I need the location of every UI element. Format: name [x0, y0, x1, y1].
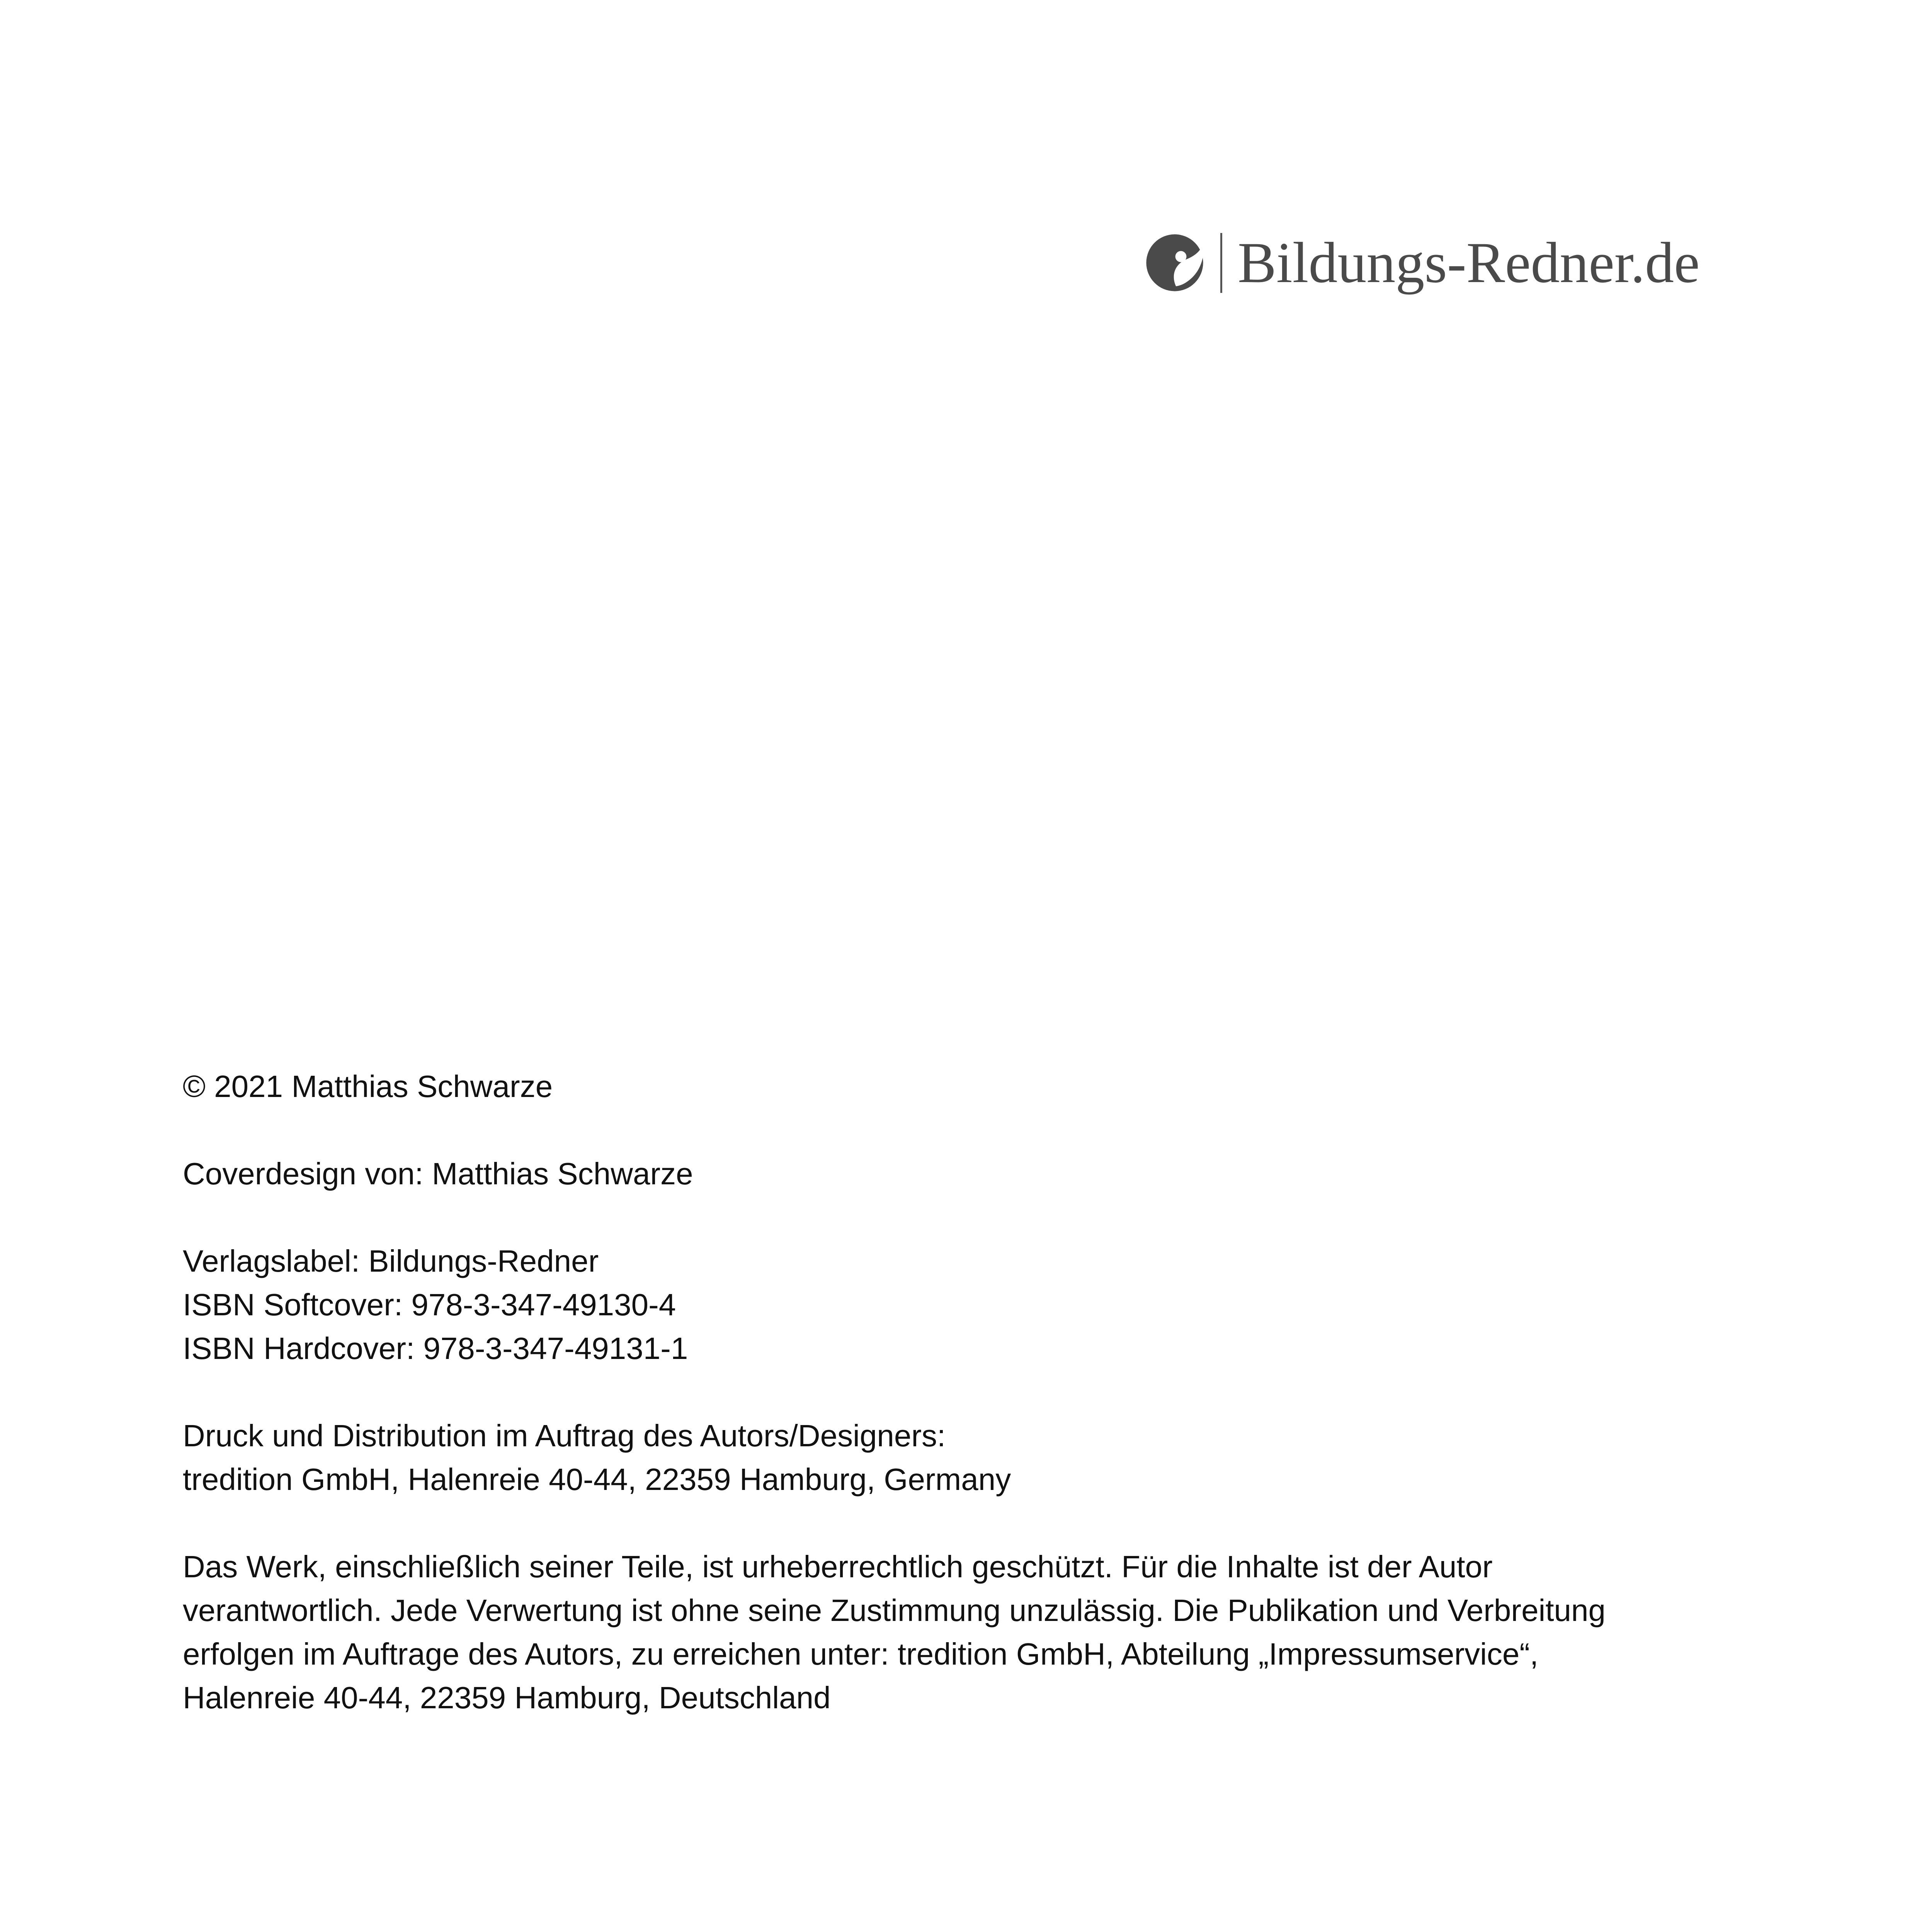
distribution-line: Druck und Distribution im Auftrag des Autors/Designers: [183, 1418, 946, 1453]
legal-line: Halenreie 40-44, 22359 Hamburg, Deutschland [183, 1680, 831, 1715]
isbn-hardcover-line: ISBN Hardcover: 978-3-347-49131-1 [183, 1331, 688, 1366]
logo-divider [1220, 233, 1222, 293]
distribution-paragraph [183, 1414, 1736, 1501]
coverdesign-line: Coverdesign von: Matthias Schwarze [183, 1156, 693, 1191]
copyright-line: © 2021 Matthias Schwarze [183, 1069, 553, 1104]
legal-paragraph [183, 1545, 1736, 1719]
isbn-softcover-line: ISBN Softcover: 978-3-347-49130-4 [183, 1287, 676, 1322]
imprint-block [183, 1065, 1736, 1763]
logo-mark-icon [1144, 232, 1206, 294]
logo-wordmark: Bildungs-Redner.de [1238, 231, 1700, 295]
publisher-logo [1144, 224, 1700, 301]
coverdesign-paragraph [183, 1152, 1736, 1196]
publisher-info-paragraph [183, 1239, 1736, 1370]
legal-line: verantwortlich. Jede Verwertung ist ohne seine Zustimmung unzulässig. Die Publikation und Verbreitung [183, 1593, 1606, 1628]
legal-line: erfolgen im Auftrage des Autors, zu erreichen unter: tredition GmbH, Abteilung „Impressumservice“, [183, 1637, 1539, 1671]
distribution-address-line: tredition GmbH, Halenreie 40-44, 22359 Hamburg, Germany [183, 1462, 1011, 1497]
copyright-paragraph [183, 1065, 1736, 1108]
legal-line: Das Werk, einschließlich seiner Teile, ist urheberrechtlich geschützt. Für die Inhalte ist der Autor [183, 1549, 1493, 1584]
publisher-label-line: Verlagslabel: Bildungs-Redner [183, 1244, 599, 1278]
